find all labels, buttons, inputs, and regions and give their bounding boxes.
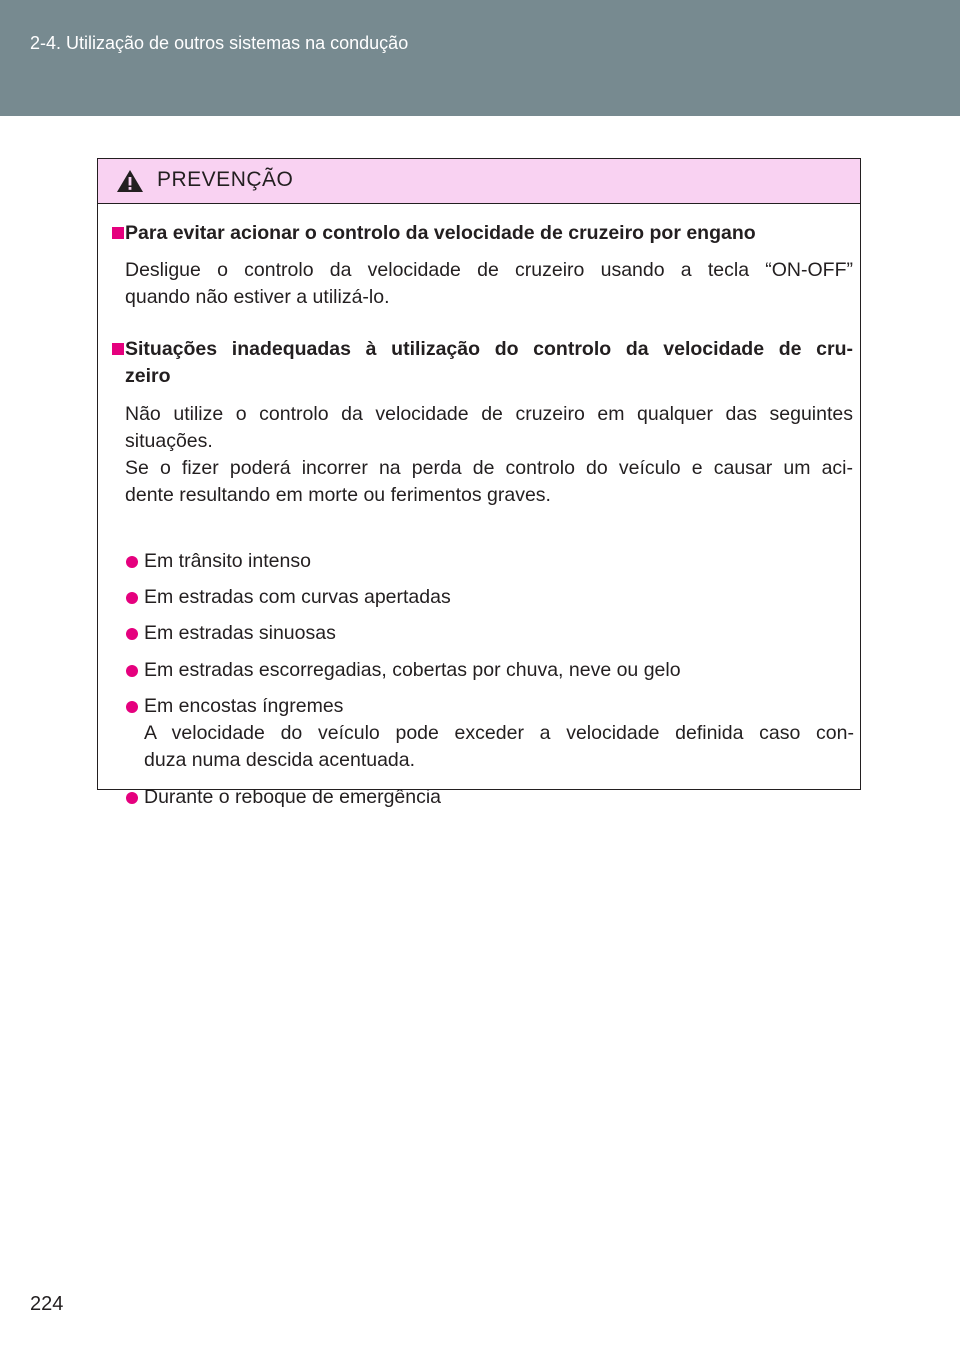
list-item-line: A velocidade do veículo pode exceder a velocidade definida caso con- [144,722,854,744]
page-header [0,0,960,116]
section-heading: Para evitar acionar o controlo da velocidade de cruzeiro por engano [125,222,756,244]
chapter-title: 2-4. Utilização de outros sistemas na condução [30,33,409,53]
bullet-dot-icon [126,665,138,677]
body-line: situações. [125,430,213,452]
body-line: Desligue o controlo da velocidade de cruzeiro usando a tecla “ON-OFF” [125,259,853,281]
body-line: quando não estiver a utilizá-lo. [125,286,390,308]
body-line: Se o fizer poderá incorrer na perda de controlo do veículo e causar um aci- [125,457,853,479]
heading-line: Situações inadequadas à utilização do controlo da velocidade de cru- [125,338,853,360]
warning-triangle-icon [116,169,144,193]
bullet-dot-icon [126,701,138,713]
list-item: Em estradas escorregadias, cobertas por chuva, neve ou gelo [144,659,681,681]
list-item: Em estradas com curvas apertadas [144,586,451,608]
section-heading [125,336,853,390]
warning-header [98,159,860,204]
section-marker-icon [112,343,124,355]
list-item-line: Em encostas íngremes [144,695,344,717]
list-item [144,693,854,774]
list-item-line: duza numa descida acentuada. [144,749,416,771]
warning-title: PREVENÇÃO [157,168,294,191]
section-body [125,401,853,509]
list-item: Durante o reboque de emergência [144,786,442,808]
bullet-dot-icon [126,556,138,568]
bullet-dot-icon [126,792,138,804]
page-number: 224 [30,1293,64,1315]
warning-box [97,158,861,808]
section-body [125,257,853,311]
list-item: Em estradas sinuosas [144,622,336,644]
bullet-dot-icon [126,628,138,640]
bullet-dot-icon [126,592,138,604]
list-item: Em trânsito intenso [144,550,311,572]
body-line: dente resultando em morte ou ferimentos graves. [125,484,551,506]
section-marker-icon [112,227,124,239]
heading-line: zeiro [125,365,171,387]
body-line: Não utilize o controlo da velocidade de cruzeiro em qualquer das seguintes [125,403,853,425]
